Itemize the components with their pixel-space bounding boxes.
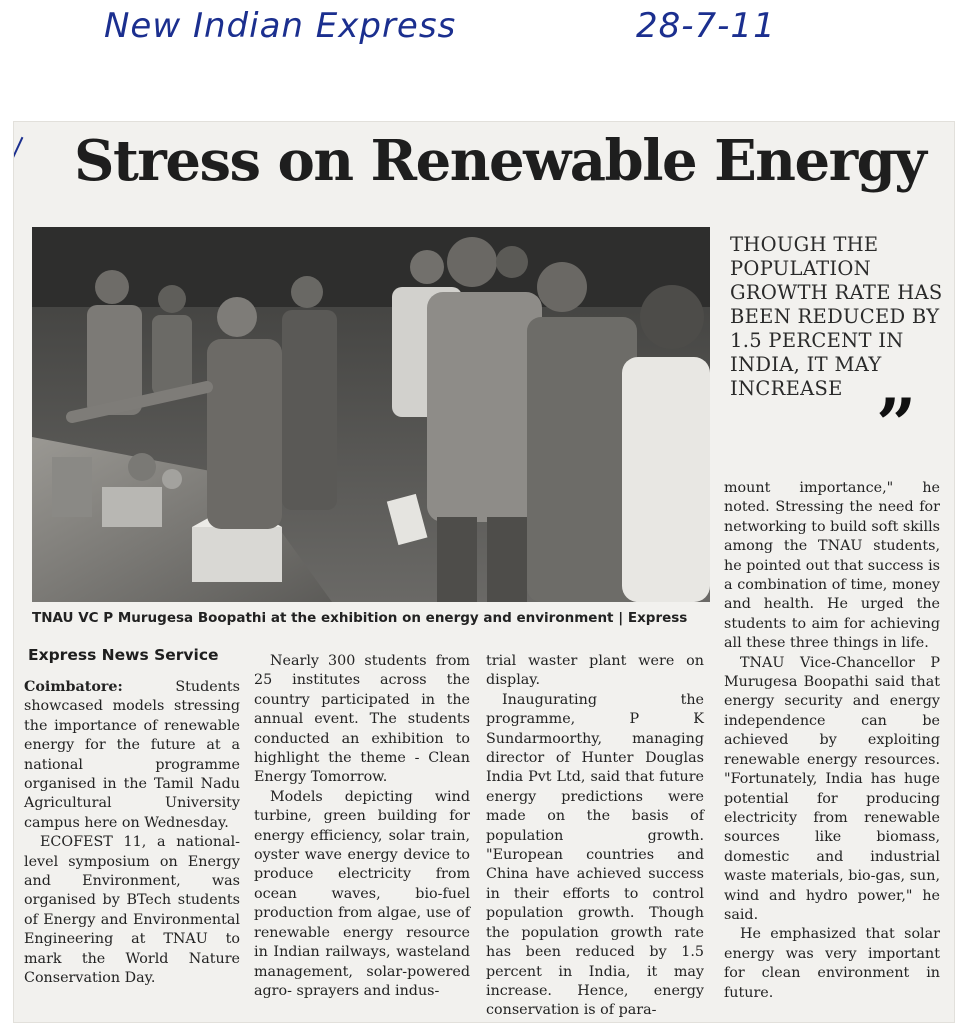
article-column-2 [254, 652, 470, 1001]
article-photo [32, 227, 710, 602]
paragraph: He emphasized that solar energy was very important for clean environment in future. [724, 926, 940, 1001]
paragraph: Models depicting wind turbine, green building for energy efficiency, solar train, oyster wave energy device to produce electricity from ocean waves, bio-fuel production from algae, use of renewable energy resource in Indian railways, wasteland management, solar-powered agro- sprayers and indus- [254, 788, 470, 999]
paragraph: Nearly 300 students from 25 institutes across the country participated in the annual event. The students conducted an exhibition to highlight the theme - Clean Energy Tomorrow. [254, 653, 470, 786]
photo-caption: TNAU VC P Murugesa Boopathi at the exhibition on energy and environment | Express [32, 610, 688, 626]
paragraph [24, 678, 240, 833]
paragraph: mount importance," he noted. Stressing the need for networking to build soft skills among the TNAU students, he pointed out that success is a combination of time, money and health. He urged the students to aim for achieving all these three things in life. [724, 480, 940, 652]
byline: Express News Service [28, 646, 219, 664]
pen-mark [14, 137, 23, 161]
paragraph: ECOFEST 11, a national-level symposium on Energy and Environment, was organised by BTech students of Energy and Environmental Engineering at TNAU to mark the World Nature Conservation Day. [24, 834, 240, 987]
article-column-1 [24, 678, 240, 989]
paragraph: Inaugurating the programme, P K Sundarmoorthy, managing director of Hunter Douglas India Pvt Ltd, said that future energy predictions were made on the basis of population growth. "European countries and China have achieved success in their efforts to control population growth. Though the population growth rate has been reduced by 1.5 percent in India, it may increase. Hence, energy conservation is of para- [486, 691, 704, 1019]
exhibition-photo-illustration [32, 227, 710, 602]
handwritten-source-note: New Indian Express [104, 6, 457, 46]
newspaper-clipping [14, 122, 954, 1022]
dateline: Coimbatore: [24, 679, 123, 695]
article-headline: Stress on Renewable Energy [74, 128, 926, 194]
pull-quote: THOUGH THE POPULATION GROWTH RATE HAS BEEN REDUCED BY 1.5 PERCENT IN INDIA, IT MAY INCREASE [730, 233, 943, 400]
paragraph-text: Students showcased models stressing the importance of renewable energy for the future at a national programme organised in the Tamil Nadu Agricultural University campus here on Wednesday. [24, 679, 240, 831]
article-column-4 [724, 479, 940, 1003]
paragraph: trial waster plant were on display. [486, 653, 704, 689]
article-column-3 [486, 652, 704, 1021]
closing-quote-mark: ” [876, 383, 917, 466]
paragraph: TNAU Vice-Chancellor P Murugesa Boopathi said that energy security and energy independence can be achieved by exploiting renewable energy resources. "Fortunately, India has huge potential for producing electricity from renewable sources like biomass, domestic and industrial waste materials, bio-gas, sun, wind and hydro power," he said. [724, 654, 940, 923]
handwritten-date-note: 28-7-11 [636, 6, 776, 46]
